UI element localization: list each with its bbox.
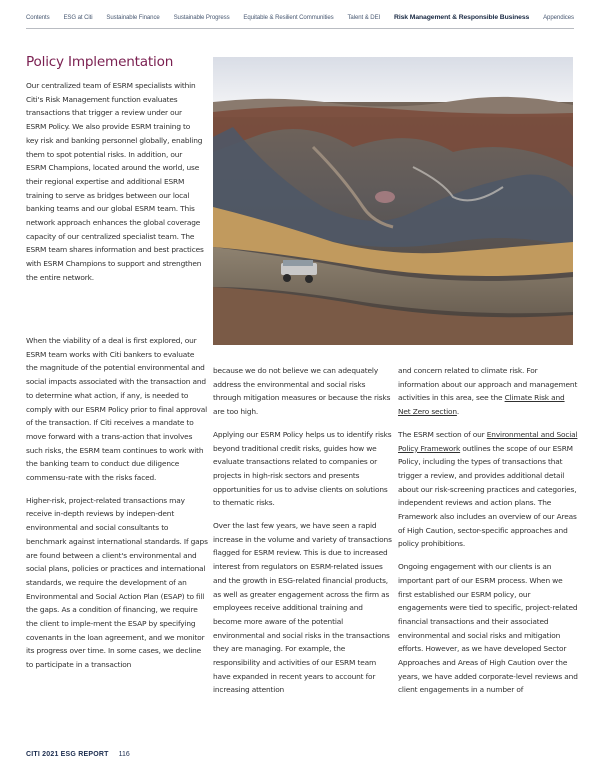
paragraph: Higher-risk, project-related transactions may receive in-depth reviews by indepen-dent environmental and social consultants to benchmark against international standards. If gaps are found between a client's environmental and social plans, policies or practices and international standards, we require the development of an Environmental and Social Action Plan (ESAP) to fill the gaps. As a condition of financing, we require the client to imple-ment the ESAP by specifying covenants in the loan agreement, and we monitor its progress over time. In some cases, we decline to participate in a transaction bbox=[26, 495, 208, 670]
paragraph bbox=[398, 364, 578, 419]
middle-column bbox=[213, 364, 393, 706]
right-column bbox=[398, 364, 578, 706]
page-footer bbox=[26, 751, 130, 758]
paragraph: Over the last few years, we have seen a rapid increase in the volume and variety of transactions flagged for ESRM review. This is due to increased interest from regulators on ESRM-related issues and the growth in ESG-related financial products, as well as greater engagement across the firm as employees receive additional training and become more aware of the potential environmental and social risks in the transactions they are managing. For example, the responsibility and activities of our ESRM team have expanded in recent years to account for increasing attention bbox=[213, 521, 392, 695]
climate-risk-link[interactable]: Climate Risk and Net Zero section bbox=[398, 393, 565, 417]
top-navigation bbox=[26, 14, 574, 29]
open-pit-mine-photo bbox=[213, 57, 573, 345]
policy-framework-link[interactable]: Environmental and Social Policy Framework bbox=[398, 429, 578, 453]
paragraph: Our centralized team of ESRM specialists within Citi's Risk Management function evaluates transactions that trigger a review under our ESRM Policy. We also provide ESRM training to key risk and banking personnel globally, enabling them to spot potential risks. In addition, our ESRM Champions, located around the world, use their regional expertise and additional ESRM training to serve as bridges between our local banking teams and our global ESRM team. This network approach enhances the global coverage capacity of our centralized specialist team. The ESRM team shares information and best practices with ESRM Champions to support and strengthen the entire network. bbox=[26, 81, 204, 282]
text: The ESRM section of our bbox=[398, 429, 487, 439]
intro-column bbox=[26, 79, 204, 294]
nav-contents[interactable]: Contents bbox=[26, 14, 50, 21]
paragraph bbox=[398, 428, 578, 551]
text: outlines the scope of our ESRM Policy, including the types of transactions that trigger a review, and provides additional detail about our risk-screening practices and categories, independent reviews and action plans. The Framework also includes an overview of our Areas of High Caution, sector-specific approaches and policy prohibitions. bbox=[398, 443, 577, 549]
paragraph: Ongoing engagement with our clients is an important part of our ESRM process. When we first established our ESRM policy, our engagements were tied to specific, project-related financial transactions and their associated environmental and social risks and mitigation efforts. However, as we have developed Sector Approaches and Areas of High Caution over the years, we have added corporate-level reviews and client engagements in a number of bbox=[398, 562, 578, 695]
text: . bbox=[456, 407, 460, 417]
left-column bbox=[26, 334, 208, 681]
nav-esg-at-citi[interactable]: ESG at Citi bbox=[63, 14, 93, 21]
text: and concern related to climate risk. For information about our approach and management activities in this area, see the bbox=[398, 366, 578, 403]
nav-talent-dei[interactable]: Talent & DEI bbox=[347, 14, 381, 21]
nav-appendices[interactable]: Appendices bbox=[543, 14, 574, 21]
paragraph: Applying our ESRM Policy helps us to identify risks beyond traditional credit risks, guides how we evaluate transactions related to companies or projects in high-risk sectors and presents opportunities for us to advise clients on solutions to thematic risks. bbox=[213, 429, 392, 508]
nav-sustainable-finance[interactable]: Sustainable Finance bbox=[106, 14, 160, 21]
section-title: Policy Implementation bbox=[26, 54, 174, 70]
nav-risk-management[interactable]: Risk Management & Responsible Business bbox=[394, 14, 530, 21]
paragraph: because we do not believe we can adequately address the environmental and social risks through mitigation measures or because the risks are too high. bbox=[213, 366, 391, 417]
page-number: 116 bbox=[118, 751, 130, 758]
report-title: CITI 2021 ESG REPORT bbox=[26, 751, 109, 758]
nav-sustainable-progress[interactable]: Sustainable Progress bbox=[173, 14, 230, 21]
paragraph: When the viability of a deal is first explored, our ESRM team works with Citi bankers to evaluate the magnitude of the potential environmental and social impacts associated with the transaction and to determine what action, if any, is needed to comply with our ESRM Policy prior to final approval of the transaction. If Citi receives a mandate to move forward with a trans-action that involves such risks, the ESRM team continues to work with the banking team to conduct due diligence commensu-rate with the risks faced. bbox=[26, 336, 208, 483]
nav-equitable-resilient-communities[interactable]: Equitable & Resilient Communities bbox=[243, 14, 334, 21]
